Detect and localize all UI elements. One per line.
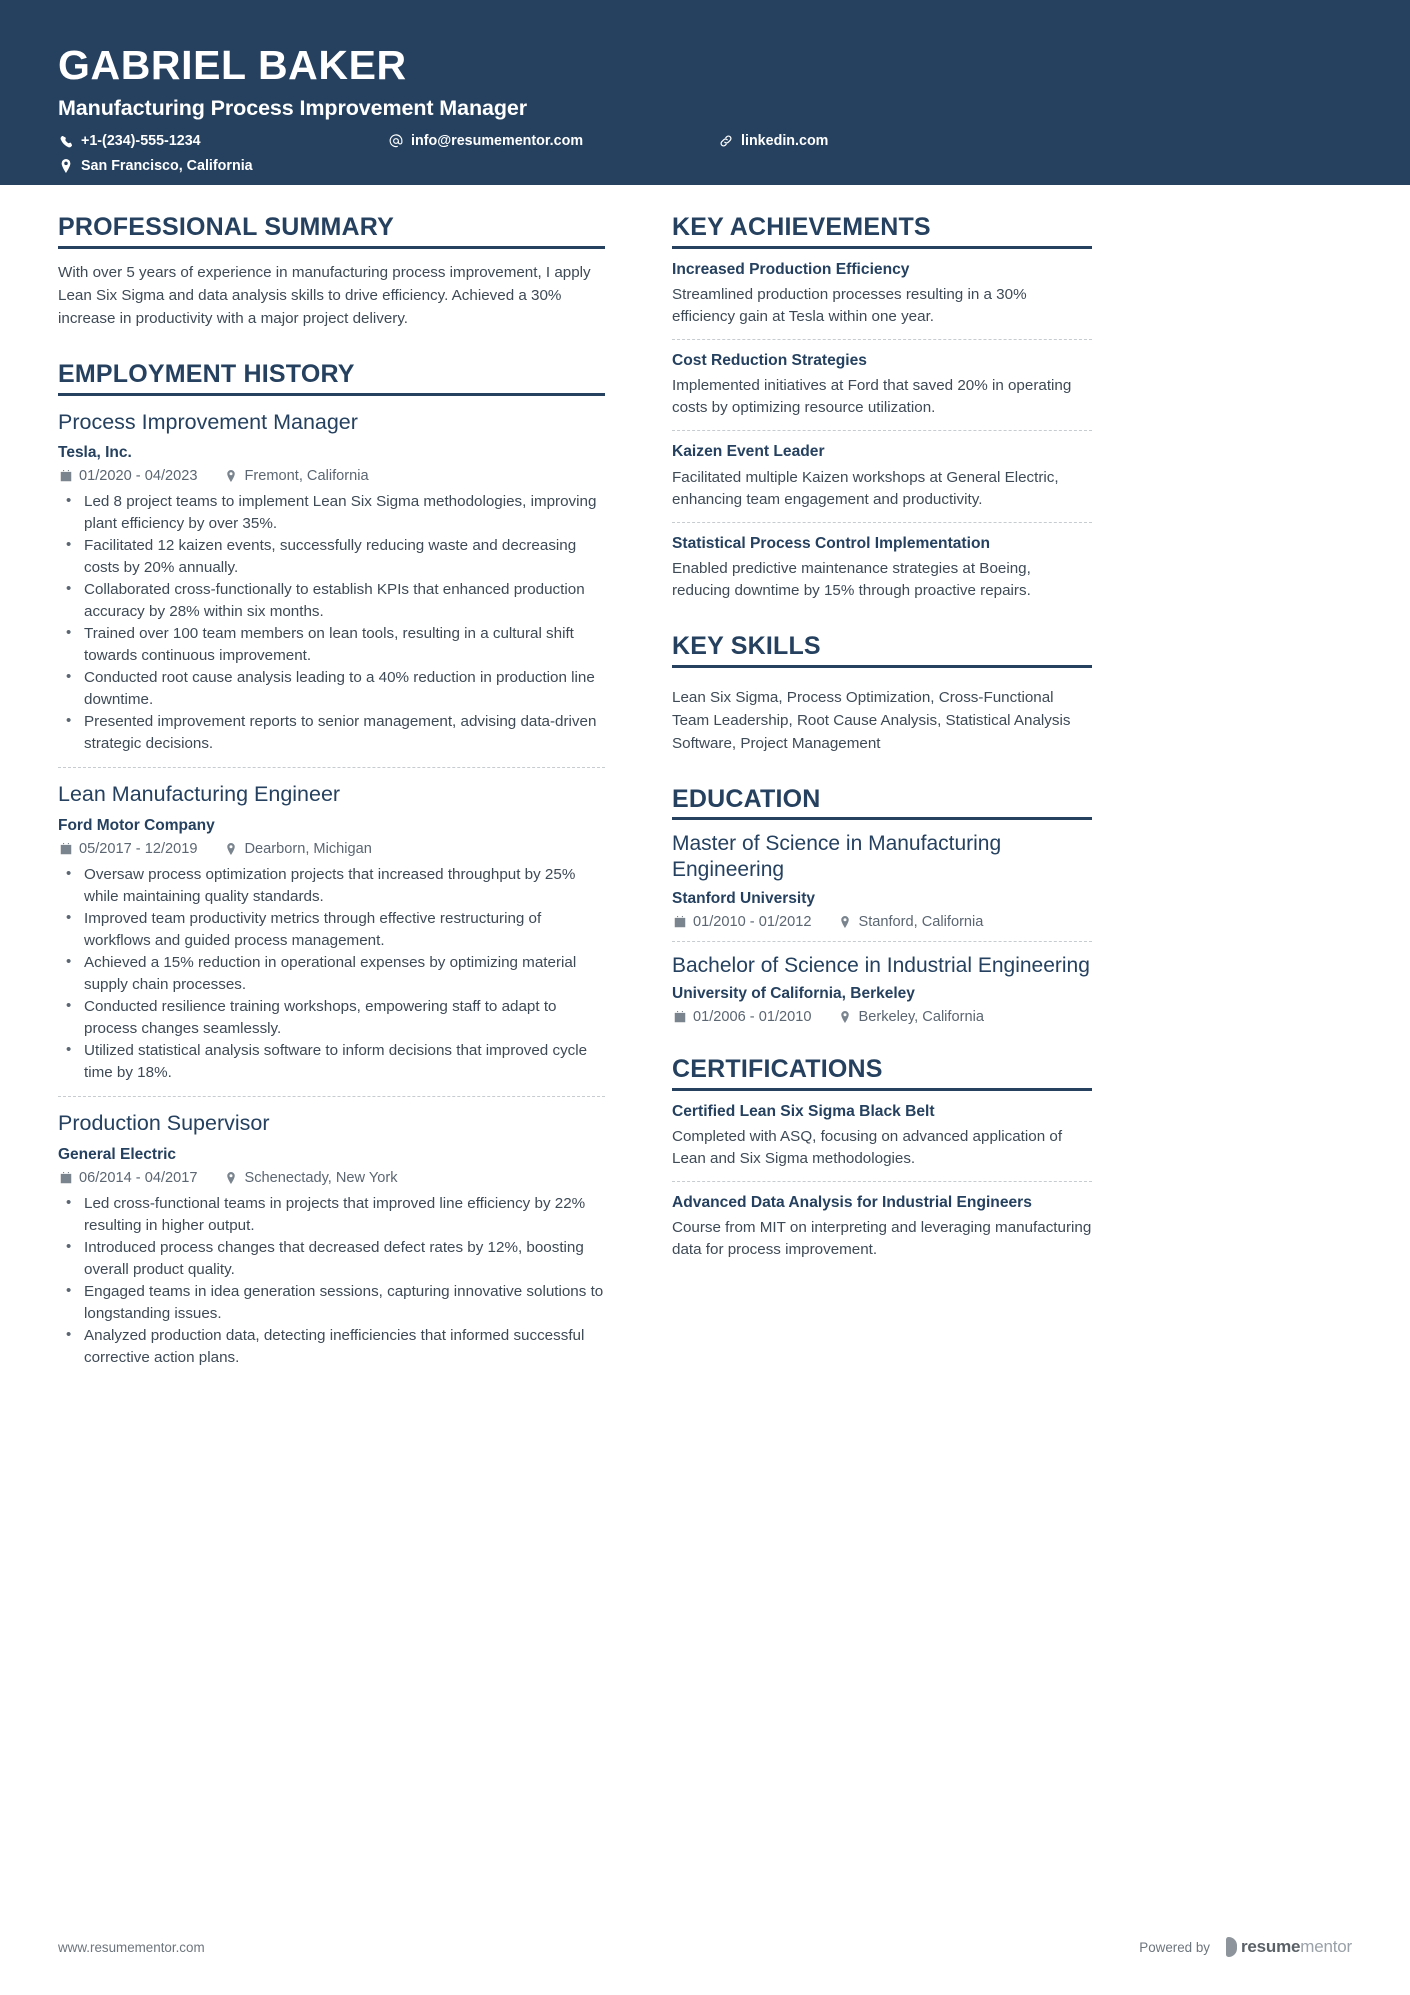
footer-url[interactable]: www.resumementor.com [58,1939,205,1955]
achievement-item [672,523,1092,602]
job-company: General Electric [58,1146,177,1164]
education-location-text: Berkeley, California [858,1009,984,1026]
section-heading-summary: PROFESSIONAL SUMMARY [58,213,605,249]
job-entry [58,396,605,769]
job-location [223,468,368,484]
job-bullet: • Presented improvement reports to senior management, advising data-driven strategic decisions. [58,711,605,754]
job-location-text: Schenectady, New York [244,1170,398,1187]
job-title: Process Improvement Manager [58,409,358,434]
job-bullets [58,491,605,754]
phone-icon [58,135,74,148]
job-dates [58,468,197,484]
email-text: info@resumementor.com [411,133,584,150]
job-entry [58,1097,605,1368]
education-location [837,1009,983,1025]
job-bullet: • Achieved a 15% reduction in operational expenses by optimizing material supply chain processes. [58,952,605,995]
contact-location [58,155,388,177]
job-location-text: Dearborn, Michigan [244,841,372,858]
job-bullet: • Conducted root cause analysis leading to a 40% reduction in production line downtime. [58,667,605,710]
right-column [672,213,1092,1372]
calendar-icon [672,1011,687,1023]
job-dates [58,841,197,857]
education-dates [672,914,811,930]
job-location [223,841,371,857]
achievement-title: Cost Reduction Strategies [672,352,867,370]
job-bullets [58,864,605,1083]
education-degree: Bachelor of Science in Industrial Engineering [672,953,1090,977]
calendar-icon [672,916,687,928]
calendar-icon [58,470,73,482]
achievement-desc: Facilitated multiple Kaizen workshops at General Electric, enhancing team engagement and productivity. [672,468,1059,508]
achievement-desc: Enabled predictive maintenance strategies at Boeing, reducing downtime by 15% through proactive repairs. [672,559,1031,599]
job-dates-text: 05/2017 - 12/2019 [79,841,198,858]
logo-mark-icon [1226,1937,1237,1957]
map-pin-icon [837,916,852,928]
section-employment-history [58,360,605,1368]
map-pin-icon [58,159,74,173]
education-location-text: Stanford, California [858,913,984,930]
contact-phone[interactable] [58,130,388,152]
calendar-icon [58,843,73,855]
job-meta [58,468,605,484]
education-school: University of California, Berkeley [672,985,915,1003]
achievement-title: Increased Production Efficiency [672,260,910,278]
certification-title: Certified Lean Six Sigma Black Belt [672,1102,935,1120]
job-bullet: • Analyzed production data, detecting inefficiencies that informed successful corrective action plans. [58,1325,605,1368]
footer-branding [1139,1937,1352,1957]
education-school: Stanford University [672,889,815,907]
contact-website[interactable] [718,130,958,152]
job-dates-text: 01/2020 - 04/2023 [79,468,198,485]
achievement-item [672,249,1092,340]
skills-text: Lean Six Sigma, Process Optimization, Cross-Functional Team Leadership, Root Cause Analysis, Statistical Analysis Software, Project Management [672,688,1071,752]
job-bullets [58,1193,605,1368]
education-degree: Master of Science in Manufacturing Engineering [672,832,1002,881]
candidate-job-title: Manufacturing Process Improvement Manager [58,96,528,121]
resume-header [0,0,1410,185]
at-icon [388,134,404,148]
job-bullet: • Introduced process changes that decreased defect rates by 12%, boosting overall product quality. [58,1237,605,1280]
achievement-desc: Streamlined production processes resulting in a 30% efficiency gain at Tesla within one year. [672,286,1027,326]
section-heading-education: EDUCATION [672,785,1092,821]
job-entry [58,768,605,1097]
education-item [672,820,1092,941]
achievement-title: Statistical Process Control Implementation [672,534,991,552]
job-bullet: • Oversaw process optimization projects that increased throughput by 25% while maintaining quality standards. [58,864,605,907]
section-key-skills [672,632,1092,755]
certification-desc: Course from MIT on interpreting and leveraging manufacturing data for process improvement. [672,1219,1092,1259]
contact-email[interactable] [388,130,718,152]
job-bullet: • Improved team productivity metrics through effective restructuring of workflows and guided process management. [58,908,605,951]
resume-body [0,185,1410,1372]
achievement-title: Kaizen Event Leader [672,443,825,461]
map-pin-icon [837,1011,852,1023]
job-bullet: • Engaged teams in idea generation sessions, capturing innovative solutions to longstanding issues. [58,1281,605,1324]
resume-footer [0,1937,1410,1957]
brand-name-bold: resume [1241,1937,1301,1956]
left-column [58,213,633,1372]
section-professional-summary [58,213,605,330]
job-meta [58,841,605,857]
job-bullet: • Collaborated cross-functionally to establish KPIs that enhanced production accuracy by 28% within six months. [58,579,605,622]
map-pin-icon [223,843,238,855]
achievement-desc: Implemented initiatives at Ford that saved 20% in operating costs by optimizing resource utilization. [672,377,1072,417]
map-pin-icon [223,1172,238,1184]
job-bullet: • Led cross-functional teams in projects that improved line efficiency by 22% resulting in higher output. [58,1193,605,1236]
section-heading-skills: KEY SKILLS [672,632,1092,668]
certification-title: Advanced Data Analysis for Industrial Engineers [672,1194,1032,1212]
education-dates [672,1009,811,1025]
job-bullet: • Trained over 100 team members on lean tools, resulting in a cultural shift towards continuous improvement. [58,623,605,666]
certification-desc: Completed with ASQ, focusing on advanced application of Lean and Six Sigma methodologies. [672,1128,1063,1168]
education-item [672,942,1092,1026]
job-bullet: • Led 8 project teams to implement Lean Six Sigma methodologies, improving plant efficiency by over 35%. [58,491,605,534]
website-text: linkedin.com [741,133,829,150]
section-key-achievements [672,213,1092,602]
education-meta [672,914,1092,930]
job-bullet: • Conducted resilience training workshops, empowering staff to adapt to process changes seamlessly. [58,996,605,1039]
job-dates [58,1170,197,1186]
contact-info [58,130,958,177]
education-location [837,914,983,930]
education-dates-text: 01/2006 - 01/2010 [693,1009,812,1026]
section-certifications [672,1055,1092,1261]
achievement-item [672,431,1092,522]
resumementor-logo [1226,1937,1352,1957]
job-company: Ford Motor Company [58,817,215,835]
certification-item [672,1091,1092,1182]
brand-name-light: mentor [1300,1937,1352,1956]
section-heading-certifications: CERTIFICATIONS [672,1055,1092,1091]
education-dates-text: 01/2010 - 01/2012 [693,913,812,930]
job-title: Production Supervisor [58,1111,270,1136]
calendar-icon [58,1172,73,1184]
achievement-item [672,340,1092,431]
powered-by-label: Powered by [1139,1939,1210,1955]
section-heading-achievements: KEY ACHIEVEMENTS [672,213,1092,249]
job-location-text: Fremont, California [244,468,369,485]
candidate-name: GABRIEL BAKER [58,42,407,88]
location-text: San Francisco, California [81,158,253,175]
link-icon [718,134,734,148]
job-meta [58,1170,605,1186]
map-pin-icon [223,470,238,482]
education-meta [672,1009,1092,1025]
section-education [672,785,1092,1026]
job-bullet: • Facilitated 12 kaizen events, successfully reducing waste and decreasing costs by 20% annually. [58,535,605,578]
phone-text: +1-(234)-555-1234 [81,133,201,150]
job-company: Tesla, Inc. [58,444,132,462]
section-heading-employment: EMPLOYMENT HISTORY [58,360,605,396]
job-location [223,1170,397,1186]
job-title: Lean Manufacturing Engineer [58,782,341,807]
job-bullet: • Utilized statistical analysis software to inform decisions that improved cycle time by 18%. [58,1040,605,1083]
certification-item [672,1182,1092,1261]
job-dates-text: 06/2014 - 04/2017 [79,1170,198,1187]
summary-text: With over 5 years of experience in manufacturing process improvement, I apply Lean Six Sigma and data analysis skills to drive efficiency. Achieved a 30% increase in productivity with a major project delivery. [58,263,591,327]
